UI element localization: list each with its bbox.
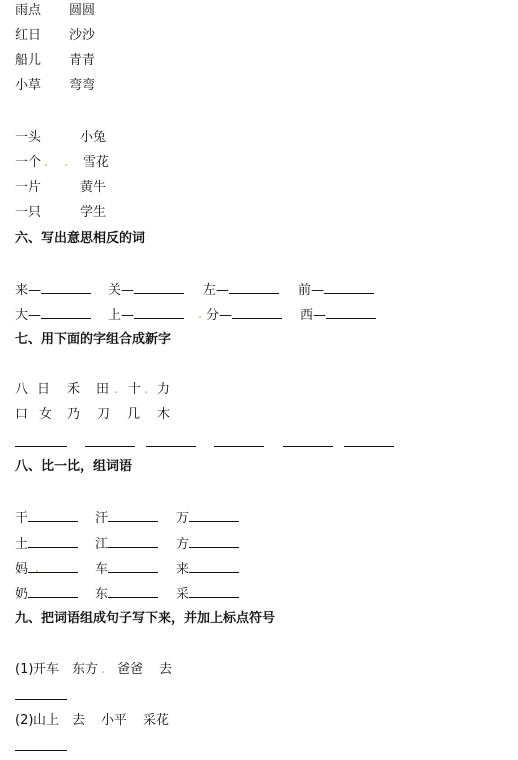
match-left: 小草 (15, 78, 42, 93)
match-left: 一个 (15, 155, 42, 170)
antonym-item (108, 282, 184, 299)
answer-blank[interactable] (214, 435, 264, 447)
section-9-title: 九、把词语组成句子写下来，并加上标点符号 (15, 611, 276, 626)
answer-blank[interactable] (15, 435, 67, 447)
word: 采花 (143, 713, 170, 728)
compare-char: 采 (176, 587, 190, 602)
answer-blank[interactable] (134, 282, 184, 294)
match-right: 雪花 (83, 155, 110, 170)
match-left: 红日 (15, 28, 42, 43)
answer-blank[interactable] (41, 307, 91, 319)
match-right: 青青 (69, 53, 96, 68)
compare-item (15, 561, 78, 578)
antonym-item (298, 282, 374, 299)
compare-char: 妈 (15, 562, 29, 577)
char: 十 (128, 382, 142, 397)
compare-item (15, 536, 78, 553)
answer-blank[interactable] (324, 282, 374, 294)
answer-blank[interactable] (189, 561, 239, 573)
antonym-prompt: 来— (15, 283, 42, 298)
answer-blank[interactable] (15, 688, 67, 700)
match-right: 弯弯 (69, 78, 96, 93)
char: 口 (15, 407, 29, 422)
answer-blank[interactable] (189, 510, 239, 522)
compare-item (15, 510, 78, 527)
char: 八 (15, 382, 29, 397)
antonym-item (108, 307, 184, 324)
antonym-prompt: 分— (206, 308, 233, 323)
compare-item (176, 561, 239, 578)
section-7-title: 七、用下面的字组合成新字 (15, 332, 172, 347)
match-right: 学生 (80, 205, 107, 220)
section-6-title: 六、写出意思相反的词 (15, 231, 146, 246)
compare-char: 万 (176, 511, 190, 526)
stray-dot: . (114, 382, 119, 397)
compare-char: 方 (176, 537, 190, 552)
word: 去 (72, 713, 86, 728)
antonym-item (15, 282, 91, 299)
answer-blank[interactable] (189, 536, 239, 548)
answer-blank[interactable] (283, 435, 333, 447)
word: 山上 (33, 713, 60, 728)
word: 东方 (72, 662, 99, 677)
match-right: 沙沙 (69, 28, 96, 43)
antonym-prompt: 上— (108, 308, 135, 323)
answer-blank[interactable] (28, 536, 78, 548)
answer-blank[interactable] (146, 435, 196, 447)
question-number: (2) (15, 713, 34, 728)
answer-blank[interactable] (134, 307, 184, 319)
word: 爸爸 (117, 662, 144, 677)
answer-blank[interactable] (28, 510, 78, 522)
answer-blank[interactable] (229, 282, 279, 294)
word: 去 (159, 662, 173, 677)
antonym-item (15, 307, 91, 324)
answer-blank[interactable] (15, 739, 67, 751)
stray-dot: . (144, 382, 149, 397)
answer-blank[interactable] (189, 586, 239, 598)
match-right: 黄牛 (80, 180, 107, 195)
compare-char: 土 (15, 537, 29, 552)
answer-blank[interactable] (41, 282, 91, 294)
match-left: 一片 (15, 180, 42, 195)
compare-char: 东 (95, 587, 109, 602)
antonym-prompt: 左— (203, 283, 230, 298)
char: 日 (37, 382, 51, 397)
antonym-prompt: 关— (108, 283, 135, 298)
stray-dot: . (44, 155, 49, 170)
question-number: (1) (15, 662, 34, 677)
char: 木 (157, 407, 171, 422)
antonym-item (203, 282, 279, 299)
compare-item (176, 510, 239, 527)
compare-item (95, 586, 158, 603)
match-left: 一只 (15, 205, 42, 220)
compare-item (176, 536, 239, 553)
char: 乃 (67, 407, 81, 422)
answer-blank[interactable] (232, 307, 282, 319)
word: 开车 (33, 662, 60, 677)
char: 力 (157, 382, 171, 397)
compare-char: 干 (15, 511, 29, 526)
compare-char: 来 (176, 562, 190, 577)
antonym-item (206, 307, 282, 324)
answer-blank[interactable] (85, 435, 135, 447)
antonym-item (300, 307, 376, 324)
compare-item (176, 586, 239, 603)
char: 田 (96, 382, 110, 397)
compare-item (95, 536, 158, 553)
stray-dot: . (64, 155, 69, 170)
word: 小平 (101, 713, 128, 728)
match-right: 小兔 (80, 130, 107, 145)
answer-blank[interactable] (108, 536, 158, 548)
answer-blank[interactable] (344, 435, 394, 447)
char: 刀 (97, 407, 111, 422)
char: 几 (127, 407, 141, 422)
char: 禾 (67, 382, 81, 397)
answer-blank[interactable] (108, 561, 158, 573)
answer-blank[interactable] (28, 586, 78, 598)
stray-dot: . (101, 662, 106, 677)
compare-item (95, 510, 158, 527)
match-right: 圆圆 (69, 3, 96, 18)
antonym-prompt: 西— (300, 308, 327, 323)
antonym-prompt: 前— (298, 283, 325, 298)
compare-item (15, 586, 78, 603)
compare-char: 江 (95, 537, 109, 552)
match-left: 船儿 (15, 53, 42, 68)
stray-dot: . (198, 307, 203, 322)
antonym-prompt: 大— (15, 308, 42, 323)
compare-item (95, 561, 158, 578)
match-left: 雨点 (15, 3, 42, 18)
section-8-title: 八、比一比，组词语 (15, 459, 133, 474)
match-left: 一头 (15, 130, 42, 145)
compare-char: 奶 (15, 587, 29, 602)
char: 女 (39, 407, 53, 422)
answer-blank[interactable] (108, 586, 158, 598)
stray-dot: . (35, 561, 40, 576)
answer-blank[interactable] (326, 307, 376, 319)
answer-blank[interactable] (108, 510, 158, 522)
compare-char: 汗 (95, 511, 109, 526)
compare-char: 车 (95, 562, 109, 577)
